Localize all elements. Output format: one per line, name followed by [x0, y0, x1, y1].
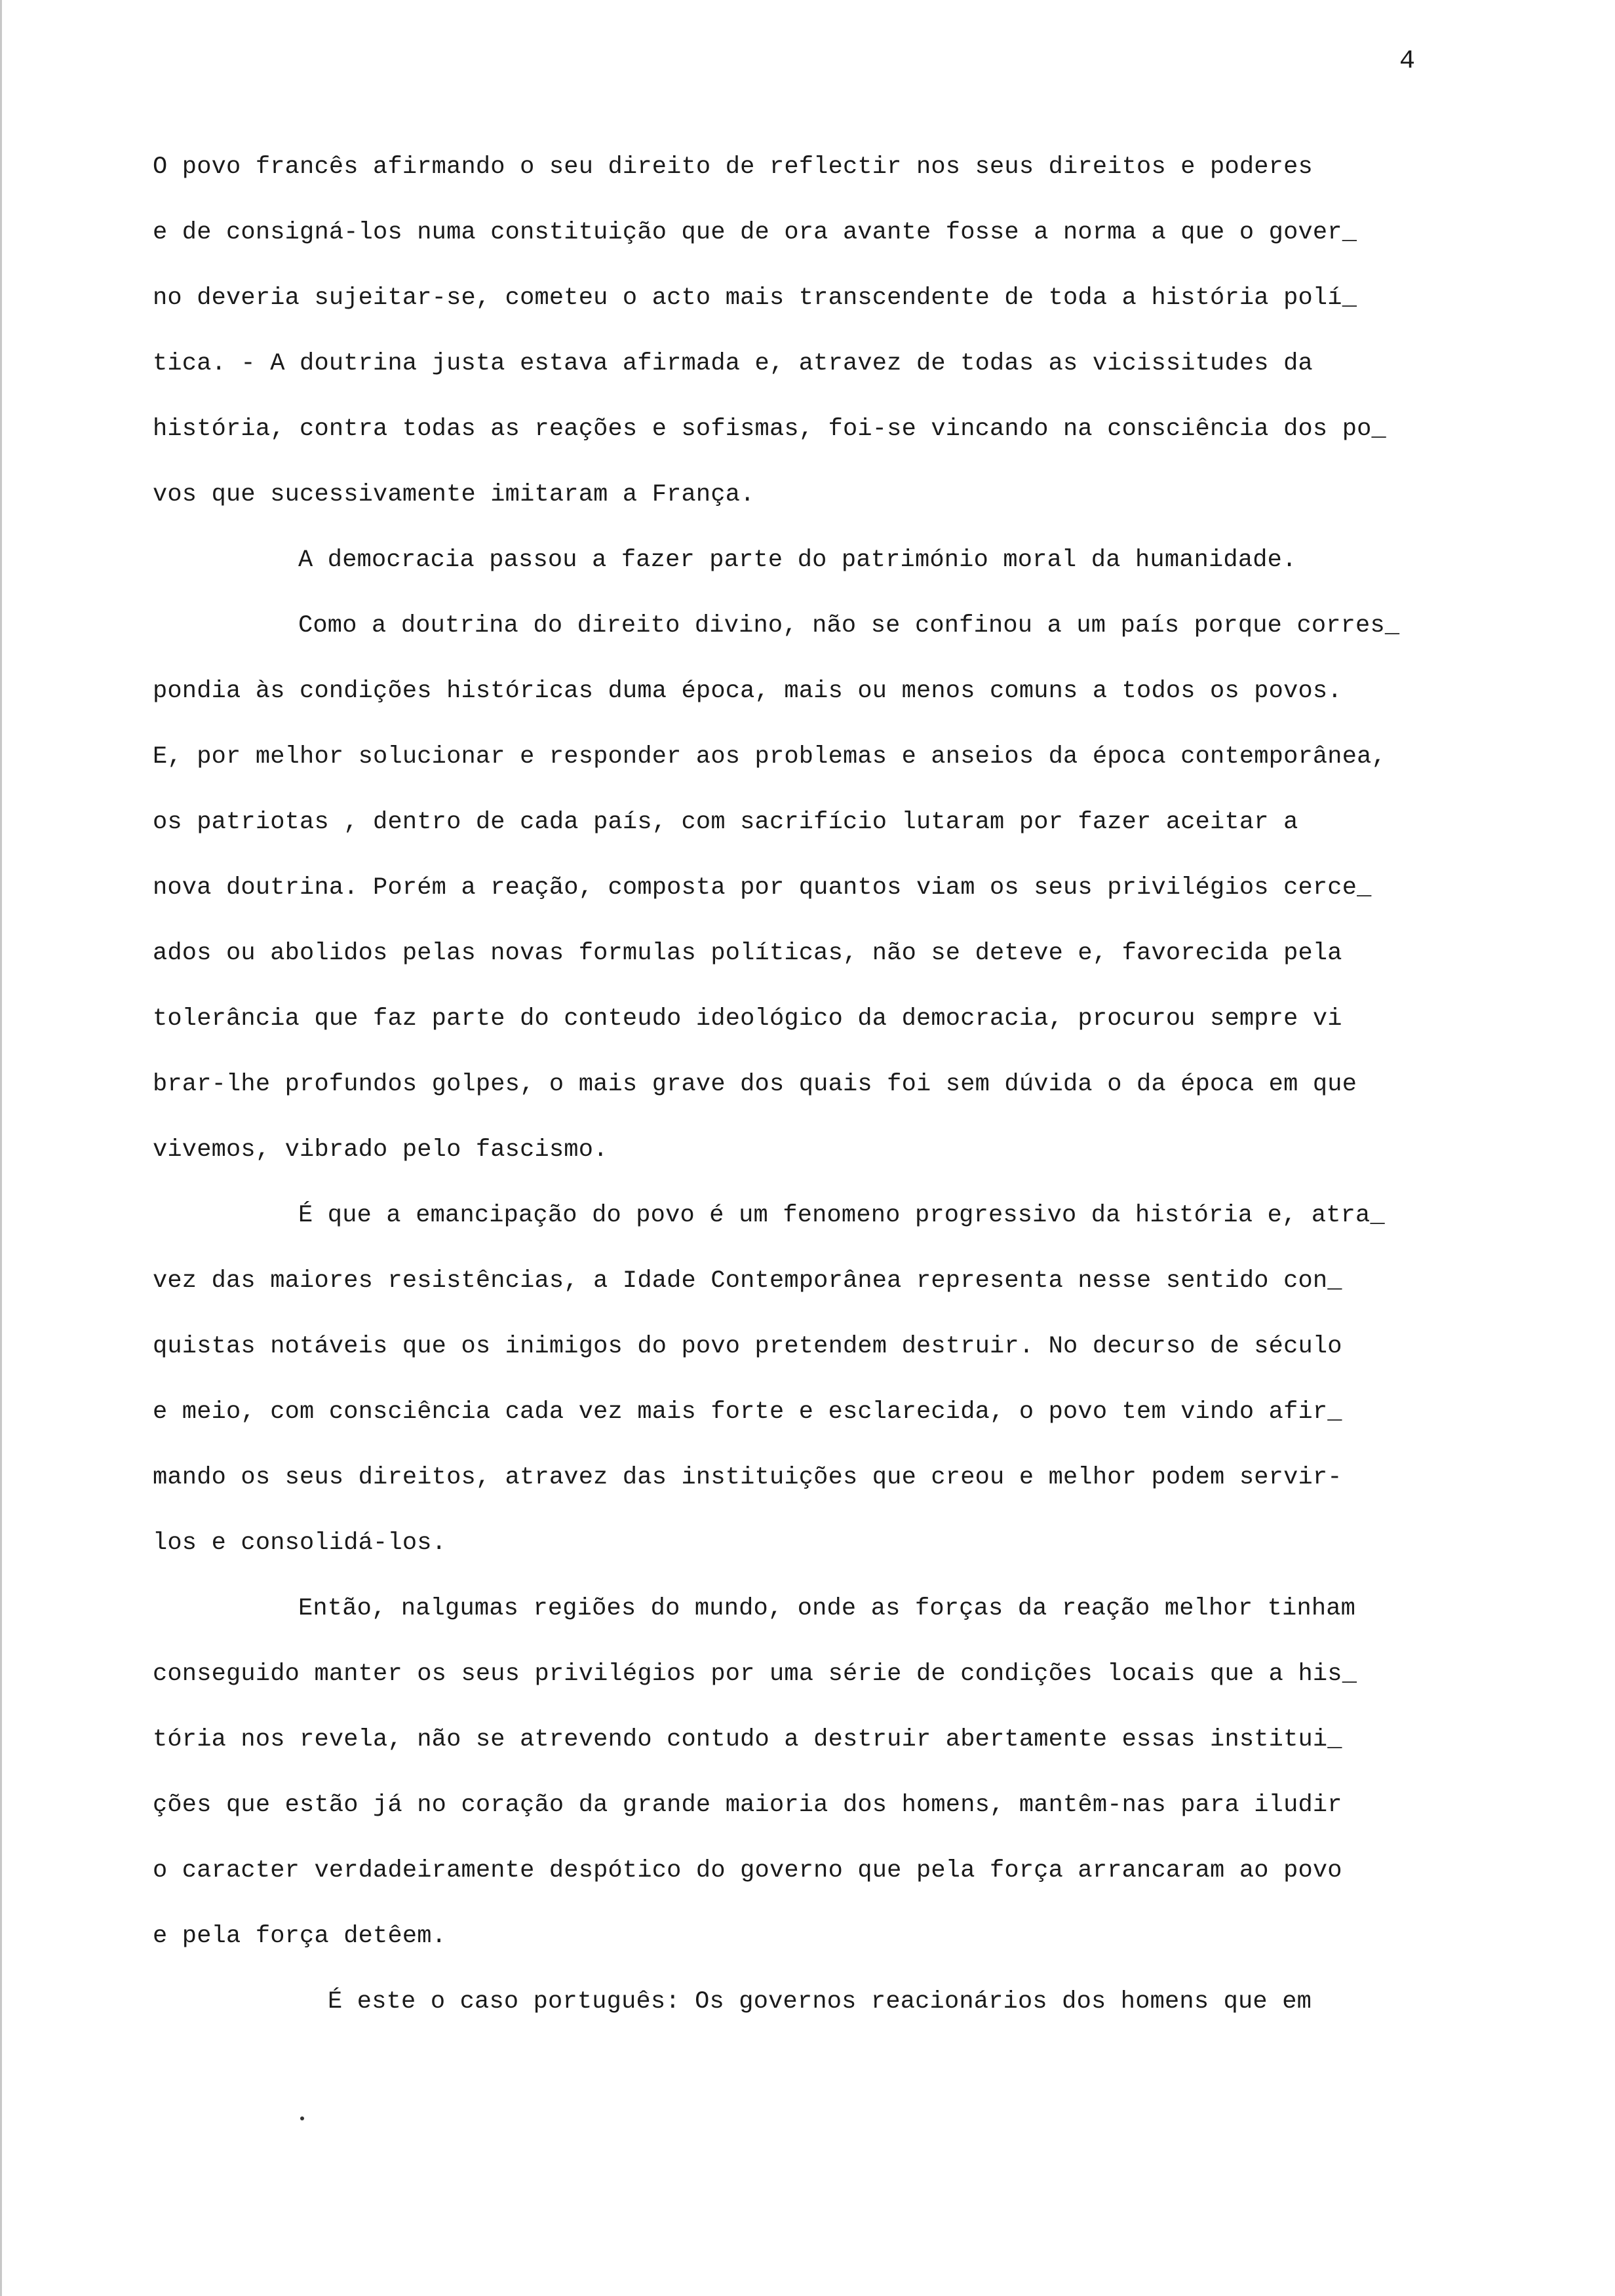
text-line-19: quistas notáveis que os inimigos do povo pretendem destruir. No decurso de século [153, 1333, 1342, 1360]
text-line-11: os patriotas , dentro de cada país, com sacrifício lutaram por fazer aceitar a [153, 809, 1298, 836]
text-line-20: e meio, com consciência cada vez mais forte e esclarecida, o povo tem vindo afir_ [153, 1398, 1342, 1426]
text-line-23: Então, nalgumas regiões do mundo, onde as forças da reação melhor tinham [298, 1595, 1356, 1622]
text-line-10: E, por melhor solucionar e responder aos problemas e anseios da época contemporânea, [153, 743, 1386, 771]
text-line-24: conseguido manter os seus privilégios por uma série de condições locais que a his_ [153, 1660, 1357, 1688]
text-line-22: los e consolidá-los. [153, 1529, 447, 1557]
text-line-5: história, contra todas as reações e sofismas, foi-se vincando na consciência dos po_ [153, 415, 1386, 443]
text-line-26: ções que estão já no coração da grande maioria dos homens, mantêm-nas para iludir [153, 1791, 1342, 1819]
ink-speck [300, 2116, 304, 2120]
text-line-3: no deveria sujeitar-se, cometeu o acto mais transcendente de toda a história polí_ [153, 284, 1357, 312]
page-left-edge [0, 0, 2, 2296]
text-line-8: Como a doutrina do direito divino, não se confinou a um país porque corres_ [298, 612, 1400, 640]
text-line-13: ados ou abolidos pelas novas formulas políticas, não se deteve e, favorecida pela [153, 940, 1342, 967]
text-line-9: pondia às condições históricas duma época, mais ou menos comuns a todos os povos. [153, 678, 1342, 705]
text-line-6: vos que sucessivamente imitaram a França. [153, 481, 755, 508]
text-line-2: e de consigná-los numa constituição que de ora avante fosse a norma a que o gover_ [153, 219, 1357, 246]
page-number: 4 [1399, 47, 1416, 76]
text-line-17: É que a emancipação do povo é um fenomeno progressivo da história e, atra_ [298, 1202, 1385, 1229]
text-line-15: brar-lhe profundos golpes, o mais grave dos quais foi sem dúvida o da época em que [153, 1071, 1357, 1098]
text-line-16: vivemos, vibrado pelo fascismo. [153, 1136, 608, 1164]
text-line-7: A democracia passou a fazer parte do património moral da humanidade. [298, 546, 1297, 574]
text-line-12: nova doutrina. Porém a reação, composta por quantos viam os seus privilégios cerce_ [153, 874, 1372, 902]
text-line-21: mando os seus direitos, atravez das instituições que creou e melhor podem servir- [153, 1464, 1342, 1491]
text-line-27: o caracter verdadeiramente despótico do governo que pela força arrancaram ao povo [153, 1857, 1342, 1885]
text-line-18: vez das maiores resistências, a Idade Contemporânea representa nesse sentido con_ [153, 1267, 1342, 1295]
text-line-14: tolerância que faz parte do conteudo ideológico da democracia, procurou sempre vi [153, 1005, 1342, 1033]
text-line-29: É este o caso português: Os governos reacionários dos homens que em [328, 1988, 1312, 2016]
text-line-1: O povo francês afirmando o seu direito de reflectir nos seus direitos e poderes [153, 153, 1313, 181]
text-line-4: tica. - A doutrina justa estava afirmada e, atravez de todas as vicissitudes da [153, 350, 1313, 377]
text-line-25: tória nos revela, não se atrevendo contudo a destruir abertamente essas institui_ [153, 1726, 1342, 1753]
text-line-28: e pela força detêem. [153, 1923, 447, 1950]
